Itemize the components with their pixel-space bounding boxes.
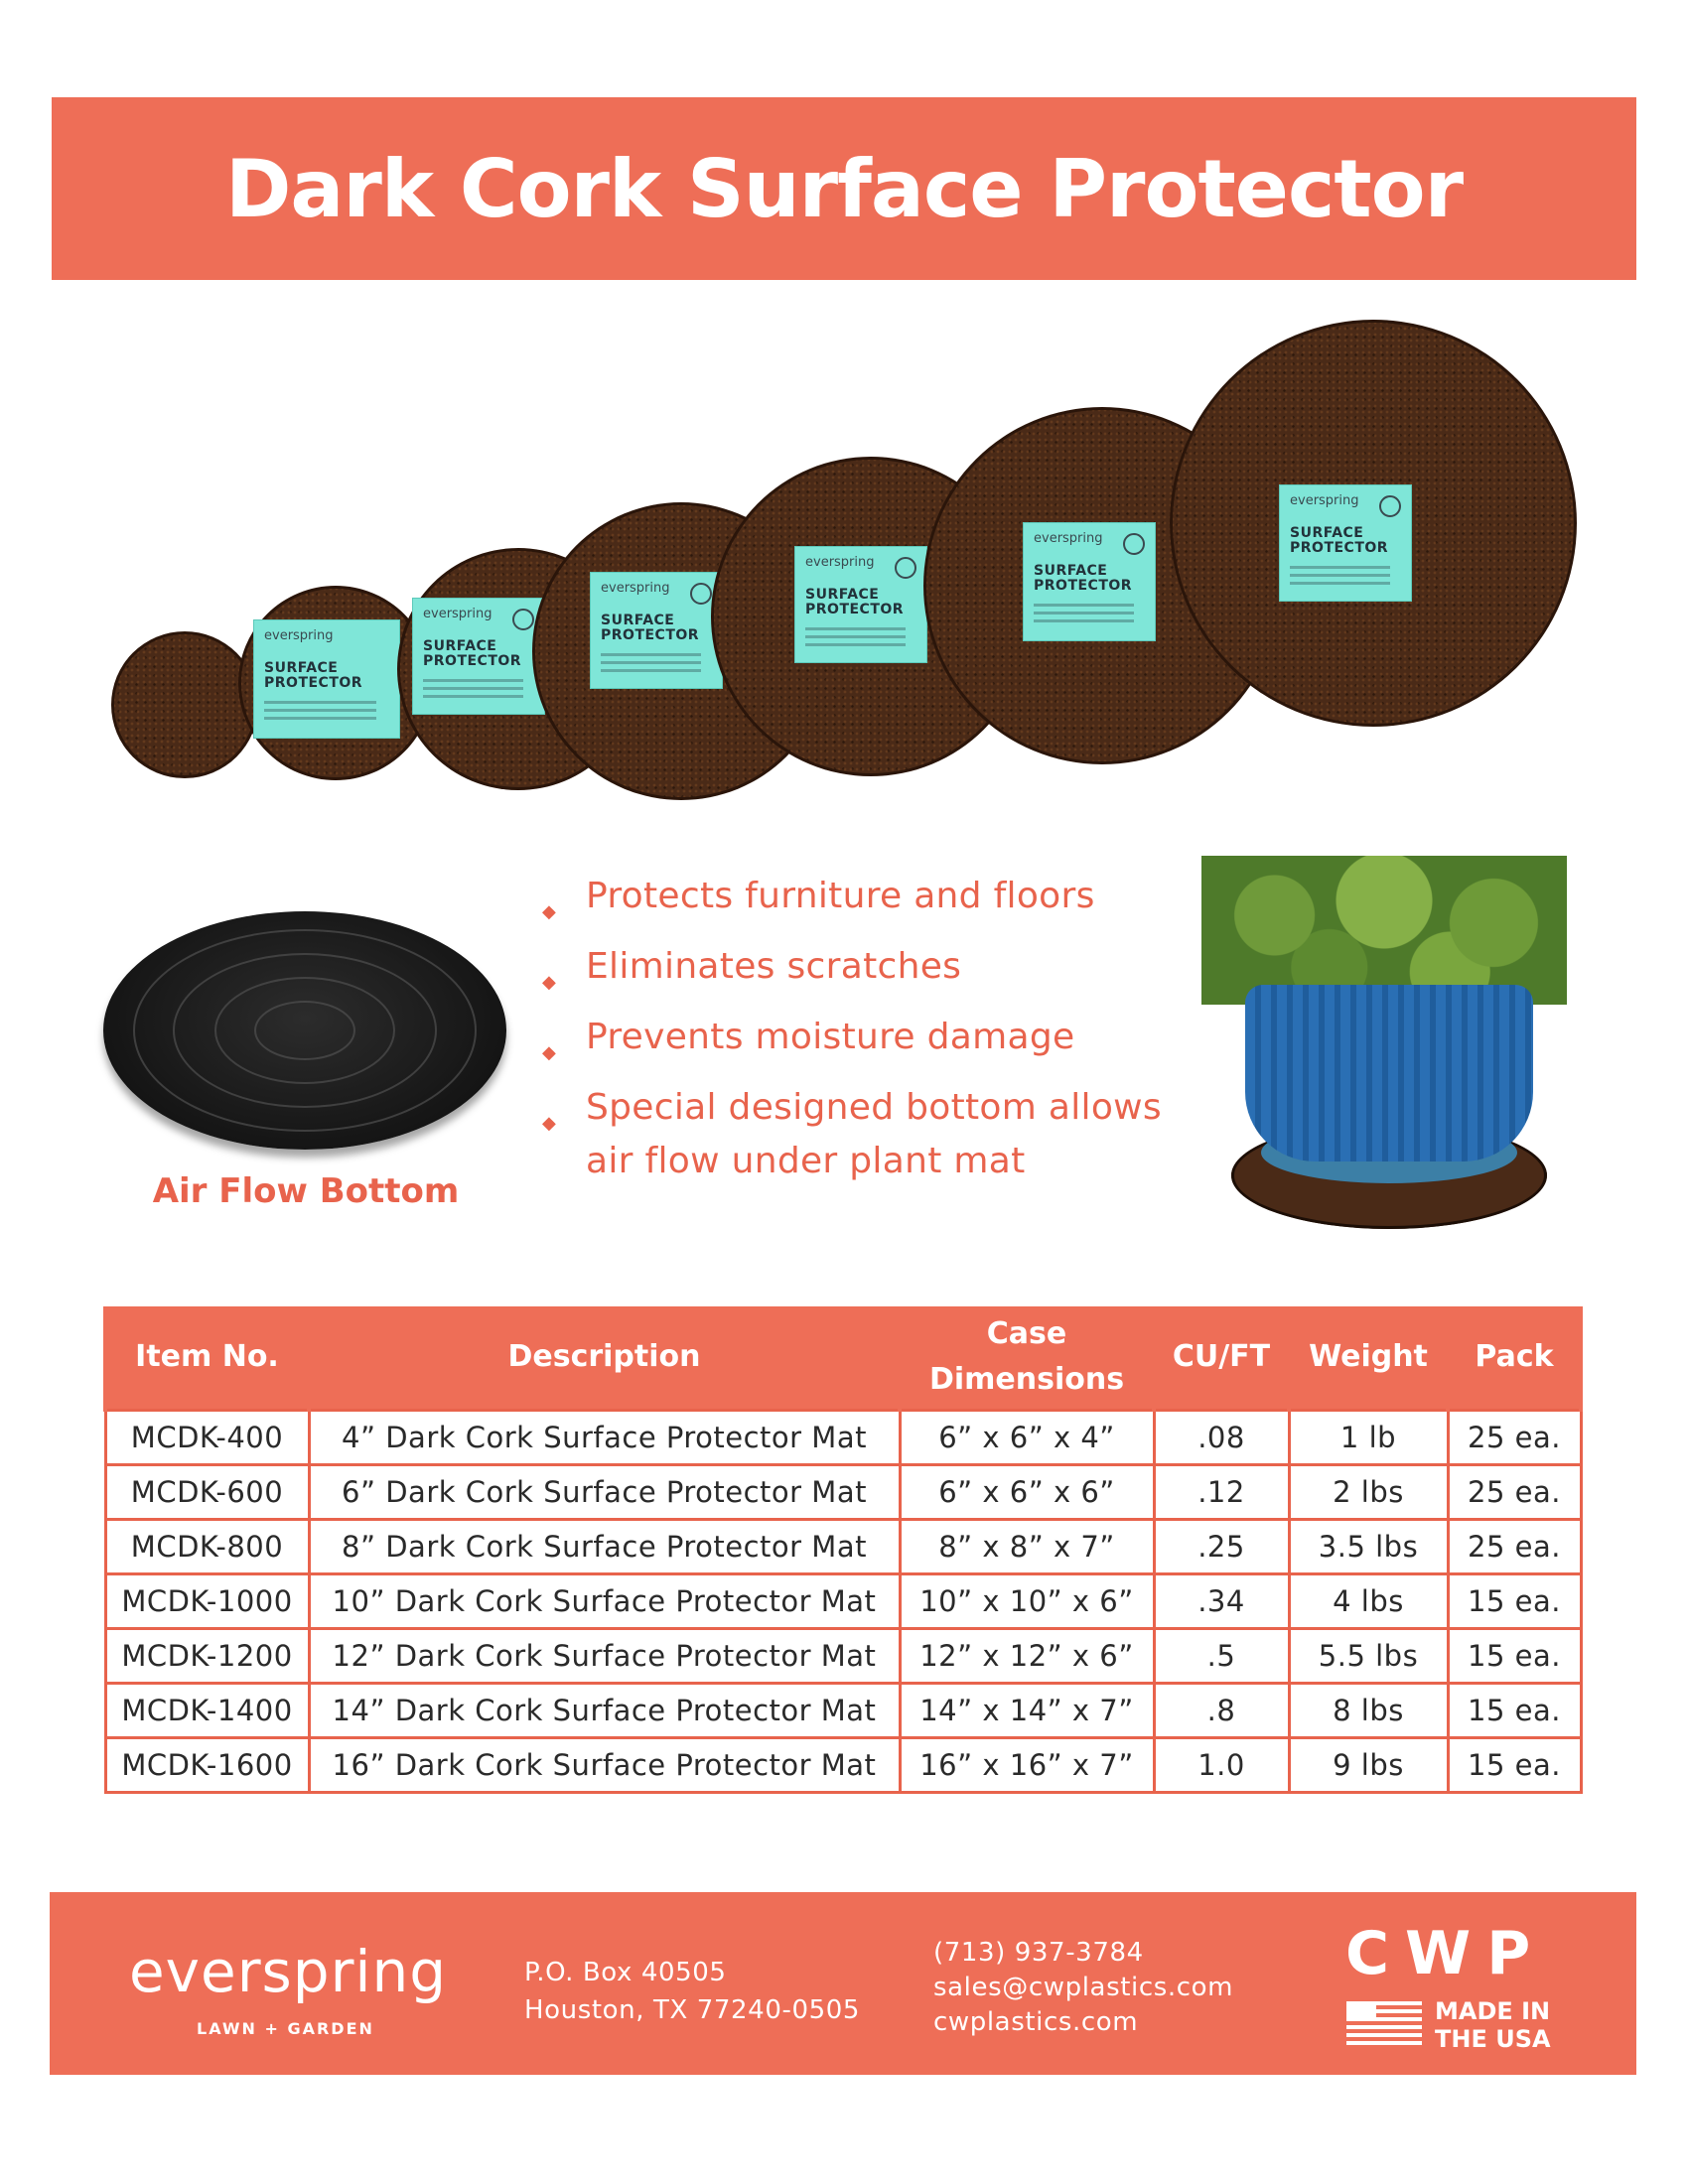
cell-pack: 15 ea. xyxy=(1448,1737,1581,1792)
cell-weight: 5.5 lbs xyxy=(1289,1628,1448,1683)
cell-cuft: .08 xyxy=(1154,1410,1289,1464)
cell-weight: 2 lbs xyxy=(1289,1464,1448,1519)
table-row xyxy=(105,1683,1581,1737)
label-brand: everspring xyxy=(601,581,670,596)
cell-weight: 4 lbs xyxy=(1289,1573,1448,1628)
postal-address xyxy=(524,1954,860,2029)
header-case-dimensions: Case Dimensions xyxy=(900,1306,1154,1410)
qr-code-icon xyxy=(690,583,712,605)
product-mats-image xyxy=(0,298,1688,814)
label-brand: everspring xyxy=(264,628,334,643)
cell-desc: 12” Dark Cork Surface Protector Mat xyxy=(309,1628,900,1683)
table-header-row xyxy=(105,1306,1581,1410)
feature-text: Eliminates scratches xyxy=(586,946,962,987)
feature-item xyxy=(536,940,1211,994)
spec-table xyxy=(103,1306,1583,1794)
airflow-bottom-image xyxy=(103,911,506,1150)
cell-cuft: .25 xyxy=(1154,1519,1289,1573)
feature-item xyxy=(536,1011,1211,1064)
feature-item xyxy=(536,1081,1211,1188)
label-product-line1: SURFACE xyxy=(1290,525,1364,541)
cell-pack: 25 ea. xyxy=(1448,1519,1581,1573)
table-row xyxy=(105,1573,1581,1628)
feature-text: Protects furniture and floors xyxy=(586,876,1095,916)
feature-text: Special designed bottom allows xyxy=(586,1087,1162,1128)
diamond-bullet-icon: ◆ xyxy=(542,972,557,993)
cell-item: MCDK-1400 xyxy=(105,1683,309,1737)
email-link[interactable]: sales@cwplastics.com xyxy=(933,1973,1234,2002)
mat-label xyxy=(253,619,400,739)
label-product-line1: SURFACE xyxy=(423,638,497,654)
label-product-line1: SURFACE xyxy=(805,587,880,603)
mat-label xyxy=(412,598,545,715)
table-row xyxy=(105,1628,1581,1683)
cell-cuft: .5 xyxy=(1154,1628,1289,1683)
feature-text-line2: air flow under plant mat xyxy=(586,1141,1026,1181)
label-product-line2: PROTECTOR xyxy=(1034,578,1133,594)
title-banner xyxy=(52,97,1636,280)
cell-desc: 10” Dark Cork Surface Protector Mat xyxy=(309,1573,900,1628)
qr-code-icon xyxy=(1123,533,1145,555)
cell-weight: 8 lbs xyxy=(1289,1683,1448,1737)
feature-text: Prevents moisture damage xyxy=(586,1017,1075,1057)
table-row xyxy=(105,1519,1581,1573)
label-product-line1: SURFACE xyxy=(601,613,675,628)
footer xyxy=(50,1892,1636,2075)
cwp-logo: CWP xyxy=(1345,1919,1547,1988)
label-product-line2: PROTECTOR xyxy=(264,675,363,691)
label-product-line2: PROTECTOR xyxy=(1290,540,1389,556)
cell-dim: 8” x 8” x 7” xyxy=(900,1519,1154,1573)
contact-info xyxy=(933,1936,1233,2040)
label-product-line2: PROTECTOR xyxy=(805,602,905,617)
label-product-line2: PROTECTOR xyxy=(423,653,522,669)
cell-pack: 15 ea. xyxy=(1448,1628,1581,1683)
qr-code-icon xyxy=(1379,495,1401,517)
cell-item: MCDK-1000 xyxy=(105,1573,309,1628)
label-product-line2: PROTECTOR xyxy=(601,627,700,643)
cell-weight: 9 lbs xyxy=(1289,1737,1448,1792)
mat-label xyxy=(590,572,723,689)
cell-dim: 14” x 14” x 7” xyxy=(900,1683,1154,1737)
everspring-logo: everspring xyxy=(129,1938,448,2005)
mat-label xyxy=(794,546,927,663)
cell-desc: 6” Dark Cork Surface Protector Mat xyxy=(309,1464,900,1519)
cell-dim: 12” x 12” x 6” xyxy=(900,1628,1154,1683)
cell-pack: 15 ea. xyxy=(1448,1683,1581,1737)
phone-number[interactable]: (713) 937-3784 xyxy=(933,1938,1144,1968)
plant-on-mat-image xyxy=(1201,856,1567,1263)
cell-desc: 8” Dark Cork Surface Protector Mat xyxy=(309,1519,900,1573)
header-cuft: CU/FT xyxy=(1154,1306,1289,1410)
airflow-caption: Air Flow Bottom xyxy=(152,1171,460,1211)
cell-pack: 15 ea. xyxy=(1448,1573,1581,1628)
table-row xyxy=(105,1410,1581,1464)
label-brand: everspring xyxy=(423,607,492,621)
cell-dim: 10” x 10” x 6” xyxy=(900,1573,1154,1628)
feature-item xyxy=(536,870,1211,923)
header-weight: Weight xyxy=(1289,1306,1448,1410)
qr-code-icon xyxy=(895,557,916,579)
cork-mat-4 xyxy=(111,631,258,778)
us-flag-icon xyxy=(1346,2001,1422,2047)
cell-item: MCDK-600 xyxy=(105,1464,309,1519)
label-product-line1: SURFACE xyxy=(1034,563,1108,579)
logo-subtitle: LAWN + GARDEN xyxy=(197,2019,374,2038)
cell-dim: 6” x 6” x 4” xyxy=(900,1410,1154,1464)
address-line2: Houston, TX 77240-0505 xyxy=(524,1995,861,2025)
mat-label xyxy=(1279,484,1412,602)
cell-dim: 16” x 16” x 7” xyxy=(900,1737,1154,1792)
cell-item: MCDK-1200 xyxy=(105,1628,309,1683)
cell-item: MCDK-400 xyxy=(105,1410,309,1464)
cell-desc: 4” Dark Cork Surface Protector Mat xyxy=(309,1410,900,1464)
table-row xyxy=(105,1464,1581,1519)
cell-desc: 16” Dark Cork Surface Protector Mat xyxy=(309,1737,900,1792)
website-link[interactable]: cwplastics.com xyxy=(933,2007,1139,2037)
cell-weight: 1 lb xyxy=(1289,1410,1448,1464)
label-brand: everspring xyxy=(1290,493,1359,508)
cell-desc: 14” Dark Cork Surface Protector Mat xyxy=(309,1683,900,1737)
header-pack: Pack xyxy=(1448,1306,1581,1410)
table-row xyxy=(105,1737,1581,1792)
diamond-bullet-icon: ◆ xyxy=(542,1042,557,1063)
header-description: Description xyxy=(309,1306,900,1410)
feature-list xyxy=(536,870,1211,1205)
address-line1: P.O. Box 40505 xyxy=(524,1958,727,1987)
cell-dim: 6” x 6” x 6” xyxy=(900,1464,1154,1519)
diamond-bullet-icon: ◆ xyxy=(542,1113,557,1134)
label-brand: everspring xyxy=(1034,531,1103,546)
cell-weight: 3.5 lbs xyxy=(1289,1519,1448,1573)
diamond-bullet-icon: ◆ xyxy=(542,901,557,922)
label-brand: everspring xyxy=(805,555,875,570)
page-title: Dark Cork Surface Protector xyxy=(224,142,1464,235)
cell-cuft: .12 xyxy=(1154,1464,1289,1519)
made-in-usa: MADE IN THE USA xyxy=(1435,1997,1551,2053)
cell-cuft: .8 xyxy=(1154,1683,1289,1737)
label-product-line1: SURFACE xyxy=(264,660,339,676)
qr-code-icon xyxy=(512,609,534,630)
header-item-no: Item No. xyxy=(105,1306,309,1410)
cell-cuft: .34 xyxy=(1154,1573,1289,1628)
cell-pack: 25 ea. xyxy=(1448,1410,1581,1464)
cell-cuft: 1.0 xyxy=(1154,1737,1289,1792)
cell-item: MCDK-1600 xyxy=(105,1737,309,1792)
cell-pack: 25 ea. xyxy=(1448,1464,1581,1519)
cell-item: MCDK-800 xyxy=(105,1519,309,1573)
mat-label xyxy=(1023,522,1156,641)
